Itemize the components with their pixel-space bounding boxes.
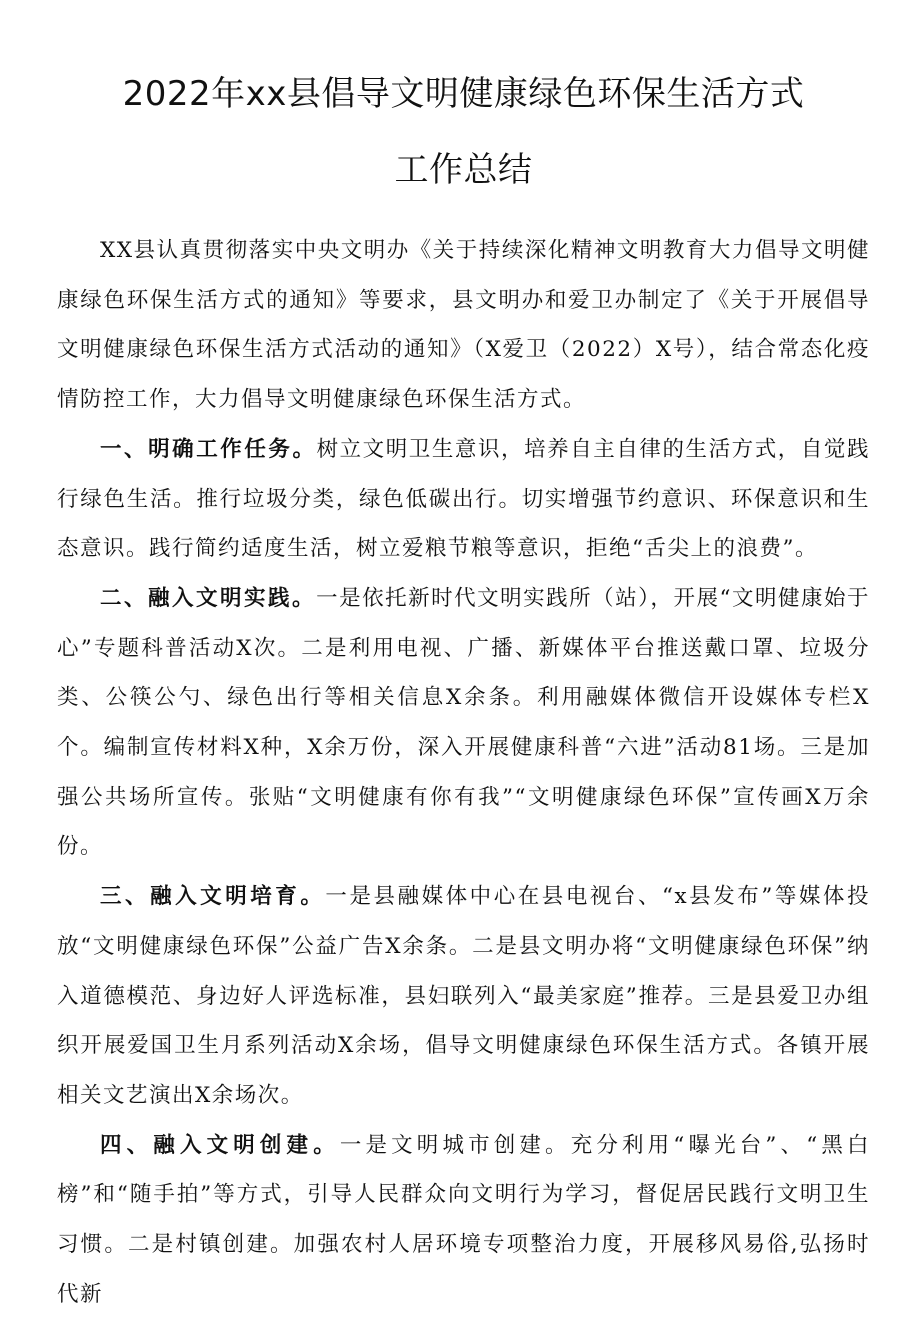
document-body xyxy=(57,226,870,1319)
section-1-heading: 一、明确工作任务。 xyxy=(100,436,317,462)
section-3-text: 一是县融媒体中心在县电视台、“x县发布”等媒体投放“文明健康绿色环保”公益广告X余条。二是县文明办将“文明健康绿色环保”纳入道德模范、身边好人评选标准，县妇联列入“最美家庭”推荐。三是县爱卫办组织开展爱国卫生月系列活动X余场，倡导文明健康绿色环保生活方式。各镇开展相关文艺演出X余场次。 xyxy=(57,884,870,1108)
section-2-heading: 二、融入文明实践。 xyxy=(100,585,317,611)
document-title-line-1: 2022年xx县倡导文明健康绿色环保生活方式 xyxy=(122,74,805,114)
paragraph-intro xyxy=(57,226,870,425)
section-4-text: 一是文明城市创建。充分利用“曝光台”、“黑白榜”和“随手拍”等方式，引导人民群众向文明行为学习，督促居民践行文明卫生习惯。二是村镇创建。加强农村人居环境专项整治力度，开展移风易俗,弘扬时代新 xyxy=(57,1132,870,1307)
section-2-text: 一是依托新时代文明实践所（站），开展“文明健康始于心”专题科普活动X次。二是利用电视、广播、新媒体平台推送戴口罩、垃圾分类、公筷公勺、绿色出行等相关信息X余条。利用融媒体微信开设媒体专栏X个。编制宣传材料X种，X余万份，深入开展健康科普“六进”活动81场。三是加强公共场所宣传。张贴“文明健康有你有我”“文明健康绿色环保”宣传画X万余份。 xyxy=(57,585,870,860)
document-title-line-2: 工作总结 xyxy=(394,150,533,190)
section-1-text: 树立文明卫生意识，培养自主自律的生活方式，自觉践行绿色生活。推行垃圾分类，绿色低碳出行。切实增强节约意识、环保意识和生态意识。践行简约适度生活，树立爱粮节粮等意识，拒绝“舌尖上的浪费”。 xyxy=(57,436,870,562)
paragraph-intro-text: XX县认真贯彻落实中央文明办《关于持续深化精神文明教育大力倡导文明健康绿色环保生活方式的通知》等要求，县文明办和爱卫办制定了《关于开展倡导文明健康绿色环保生活方式活动的通知》（X爱卫（2022）X号），结合常态化疫情防控工作，大力倡导文明健康绿色环保生活方式。 xyxy=(57,238,870,413)
section-3-heading: 三、融入文明培育。 xyxy=(100,884,326,910)
paragraph-section-1 xyxy=(57,425,870,574)
paragraph-section-4 xyxy=(57,1121,870,1319)
section-4-heading: 四、融入文明创建。 xyxy=(100,1132,340,1158)
paragraph-section-3 xyxy=(57,872,870,1121)
paragraph-section-2 xyxy=(57,574,870,872)
